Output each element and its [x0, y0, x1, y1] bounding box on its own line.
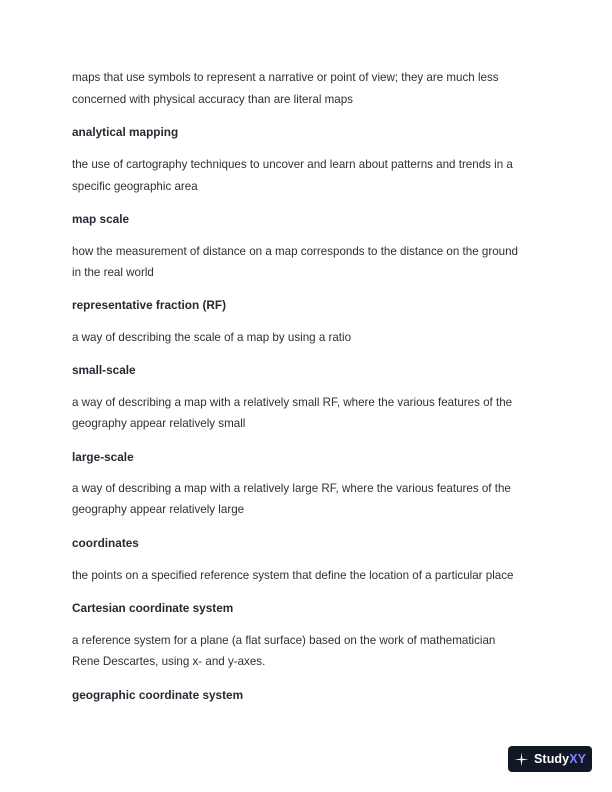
definition-small-scale-line-2: geography appear relatively small [72, 417, 246, 430]
term-representative-fraction: representative fraction (RF) [72, 298, 227, 312]
definition-small-scale-line-1: a way of describing a map with a relatively small RF, where the various features of the [72, 396, 513, 409]
definition-large-scale-line-2: geography appear relatively large [72, 503, 245, 516]
studyxy-watermark-badge [508, 746, 592, 772]
watermark-brand-suffix: XY [569, 752, 586, 766]
intro-text-line-1: maps that use symbols to represent a narrative or point of view; they are much less [72, 71, 499, 84]
definition-representative-fraction-line-1: a way of describing the scale of a map by using a ratio [72, 331, 352, 344]
term-cartesian-coordinate-system: Cartesian coordinate system [72, 601, 234, 615]
term-map-scale: map scale [72, 212, 130, 226]
term-large-scale: large-scale [72, 450, 134, 464]
definition-analytical-mapping-line-1: the use of cartography techniques to uncover and learn about patterns and trends in a [72, 158, 513, 171]
intro-text-line-2: concerned with physical accuracy than are literal maps [72, 93, 353, 106]
definition-map-scale-line-1: how the measurement of distance on a map corresponds to the distance on the ground [72, 245, 518, 258]
term-small-scale: small-scale [72, 363, 136, 377]
definition-large-scale-line-1: a way of describing a map with a relatively large RF, where the various features of the [72, 482, 511, 495]
definition-cartesian-coordinate-system-line-1: a reference system for a plane (a flat surface) based on the work of mathematician [72, 634, 496, 647]
definition-coordinates-line-1: the points on a specified reference system that define the location of a particular place [72, 569, 514, 582]
definition-analytical-mapping-line-2: specific geographic area [72, 180, 198, 193]
definition-cartesian-coordinate-system-line-2: Rene Descartes, using x- and y-axes. [72, 655, 266, 668]
term-geographic-coordinate-system: geographic coordinate system [72, 688, 244, 702]
plus-sparkle-icon [514, 752, 529, 767]
watermark-brand-prefix: Study [534, 752, 570, 766]
definition-map-scale-line-2: in the real world [72, 266, 154, 279]
term-analytical-mapping: analytical mapping [72, 125, 179, 139]
term-coordinates: coordinates [72, 536, 139, 550]
